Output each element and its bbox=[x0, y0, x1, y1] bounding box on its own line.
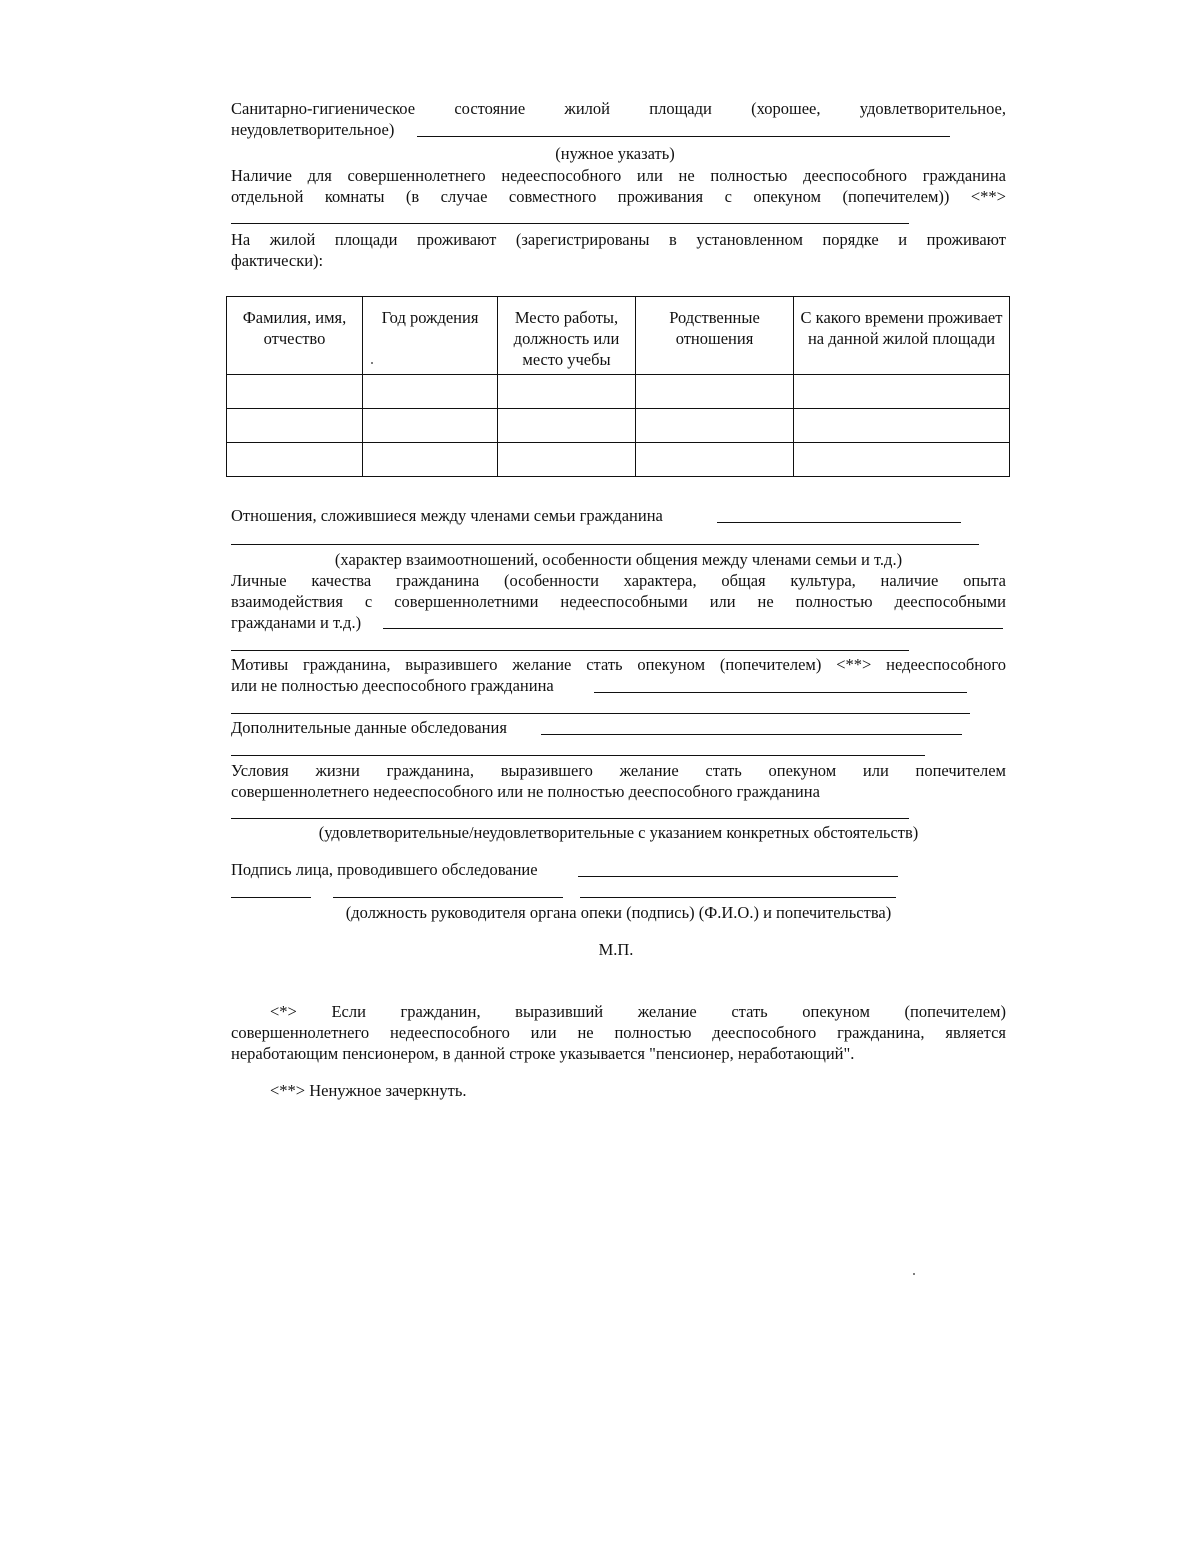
signature-caption: (должность руководителя органа опеки (подпись) (Ф.И.О.) и попечительства) bbox=[345, 903, 892, 922]
separate-room-line-2: отдельной комнаты (в случае совместного проживания с опекуном (попечителем)) <**> bbox=[231, 187, 1006, 206]
additional-fill-line-2[interactable] bbox=[231, 755, 925, 756]
sanitary-fill-line[interactable] bbox=[417, 136, 950, 137]
signature-sign-line[interactable] bbox=[333, 897, 563, 898]
header-residence-since: С какого времени проживает на данной жилой площади bbox=[794, 297, 1010, 375]
residents-line-2: фактически): bbox=[231, 251, 324, 270]
table-header-row bbox=[227, 297, 1010, 375]
fio-fill-line[interactable] bbox=[580, 897, 896, 898]
table-row bbox=[227, 443, 1010, 477]
table-cell[interactable] bbox=[636, 375, 794, 409]
separate-room-fill-line[interactable] bbox=[231, 223, 909, 224]
motives-line-2: или не полностью дееспособного гражданина bbox=[231, 676, 554, 695]
header-birth-year: Год рождения bbox=[363, 297, 498, 375]
motives-fill-line-1[interactable] bbox=[594, 692, 967, 693]
sanitary-line-2: неудовлетворительное) bbox=[231, 120, 395, 139]
signature-label: Подпись лица, проводившего обследование bbox=[231, 860, 538, 879]
conditions-caption: (удовлетворительные/неудовлетворительные с указанием конкретных обстоятельств) bbox=[318, 823, 919, 842]
personal-fill-line-1[interactable] bbox=[383, 628, 1003, 629]
table-cell[interactable] bbox=[227, 409, 363, 443]
table-cell[interactable] bbox=[227, 443, 363, 477]
residents-line-1: На жилой площади проживают (зарегистрированы в установленном порядке и проживают bbox=[231, 230, 1006, 249]
relations-label: Отношения, сложившиеся между членами семьи гражданина bbox=[231, 506, 663, 525]
table-cell[interactable] bbox=[794, 443, 1010, 477]
personal-line-2: взаимодействия с совершеннолетними недееспособными или не полностью дееспособными bbox=[231, 592, 1006, 611]
conditions-line-2: совершеннолетнего недееспособного или не полностью дееспособного гражданина bbox=[231, 782, 820, 801]
motives-line-1: Мотивы гражданина, выразившего желание стать опекуном (попечителем) <**> недееспособного bbox=[231, 655, 1006, 674]
footnote-1-line-2: совершеннолетнего недееспособного или не полностью дееспособного гражданина, является bbox=[231, 1023, 1006, 1042]
relations-fill-line-1[interactable] bbox=[717, 522, 961, 523]
sanitary-line-1: Санитарно-гигиеническое состояние жилой площади (хорошее, удовлетворительное, bbox=[231, 99, 1006, 118]
stamp-place: М.П. bbox=[598, 940, 634, 959]
signature-fill-line[interactable] bbox=[578, 876, 898, 877]
personal-line-3: гражданами и т.д.) bbox=[231, 613, 362, 632]
motives-fill-line-2[interactable] bbox=[231, 713, 970, 714]
additional-label: Дополнительные данные обследования bbox=[231, 718, 507, 737]
scan-speck bbox=[371, 362, 373, 364]
footnote-2: <**> Ненужное зачеркнуть. bbox=[270, 1081, 467, 1100]
table-cell[interactable] bbox=[498, 409, 636, 443]
table-cell[interactable] bbox=[498, 443, 636, 477]
residents-table bbox=[226, 296, 1010, 477]
table-row bbox=[227, 409, 1010, 443]
additional-fill-line-1[interactable] bbox=[541, 734, 962, 735]
table-cell[interactable] bbox=[636, 409, 794, 443]
table-cell[interactable] bbox=[363, 409, 498, 443]
position-fill-line[interactable] bbox=[231, 897, 311, 898]
personal-line-1: Личные качества гражданина (особенности характера, общая культура, наличие опыта bbox=[231, 571, 1006, 590]
table-row bbox=[227, 375, 1010, 409]
table-cell[interactable] bbox=[794, 409, 1010, 443]
header-full-name: Фамилия, имя, отчество bbox=[227, 297, 363, 375]
header-relationship: Родственные отношения bbox=[636, 297, 794, 375]
table-cell[interactable] bbox=[636, 443, 794, 477]
table-cell[interactable] bbox=[227, 375, 363, 409]
footnote-1-line-3: неработающим пенсионером, в данной строке указывается "пенсионер, неработающий". bbox=[231, 1044, 855, 1063]
scan-speck bbox=[913, 1273, 915, 1275]
table-cell[interactable] bbox=[498, 375, 636, 409]
relations-fill-line-2[interactable] bbox=[231, 544, 979, 545]
relations-caption: (характер взаимоотношений, особенности общения между членами семьи и т.д.) bbox=[334, 550, 903, 569]
table-cell[interactable] bbox=[363, 375, 498, 409]
conditions-line-1: Условия жизни гражданина, выразившего желание стать опекуном или попечителем bbox=[231, 761, 1006, 780]
separate-room-line-1: Наличие для совершеннолетнего недееспособного или не полностью дееспособного гражданина bbox=[231, 166, 1006, 185]
personal-fill-line-2[interactable] bbox=[231, 650, 909, 651]
table-cell[interactable] bbox=[363, 443, 498, 477]
sanitary-caption: (нужное указать) bbox=[555, 144, 675, 163]
conditions-fill-line[interactable] bbox=[231, 818, 909, 819]
header-workplace: Место работы, должность или место учебы bbox=[498, 297, 636, 375]
table-cell[interactable] bbox=[794, 375, 1010, 409]
footnote-1-line-1: <*> Если гражданин, выразивший желание стать опекуном (попечителем) bbox=[270, 1002, 1006, 1021]
